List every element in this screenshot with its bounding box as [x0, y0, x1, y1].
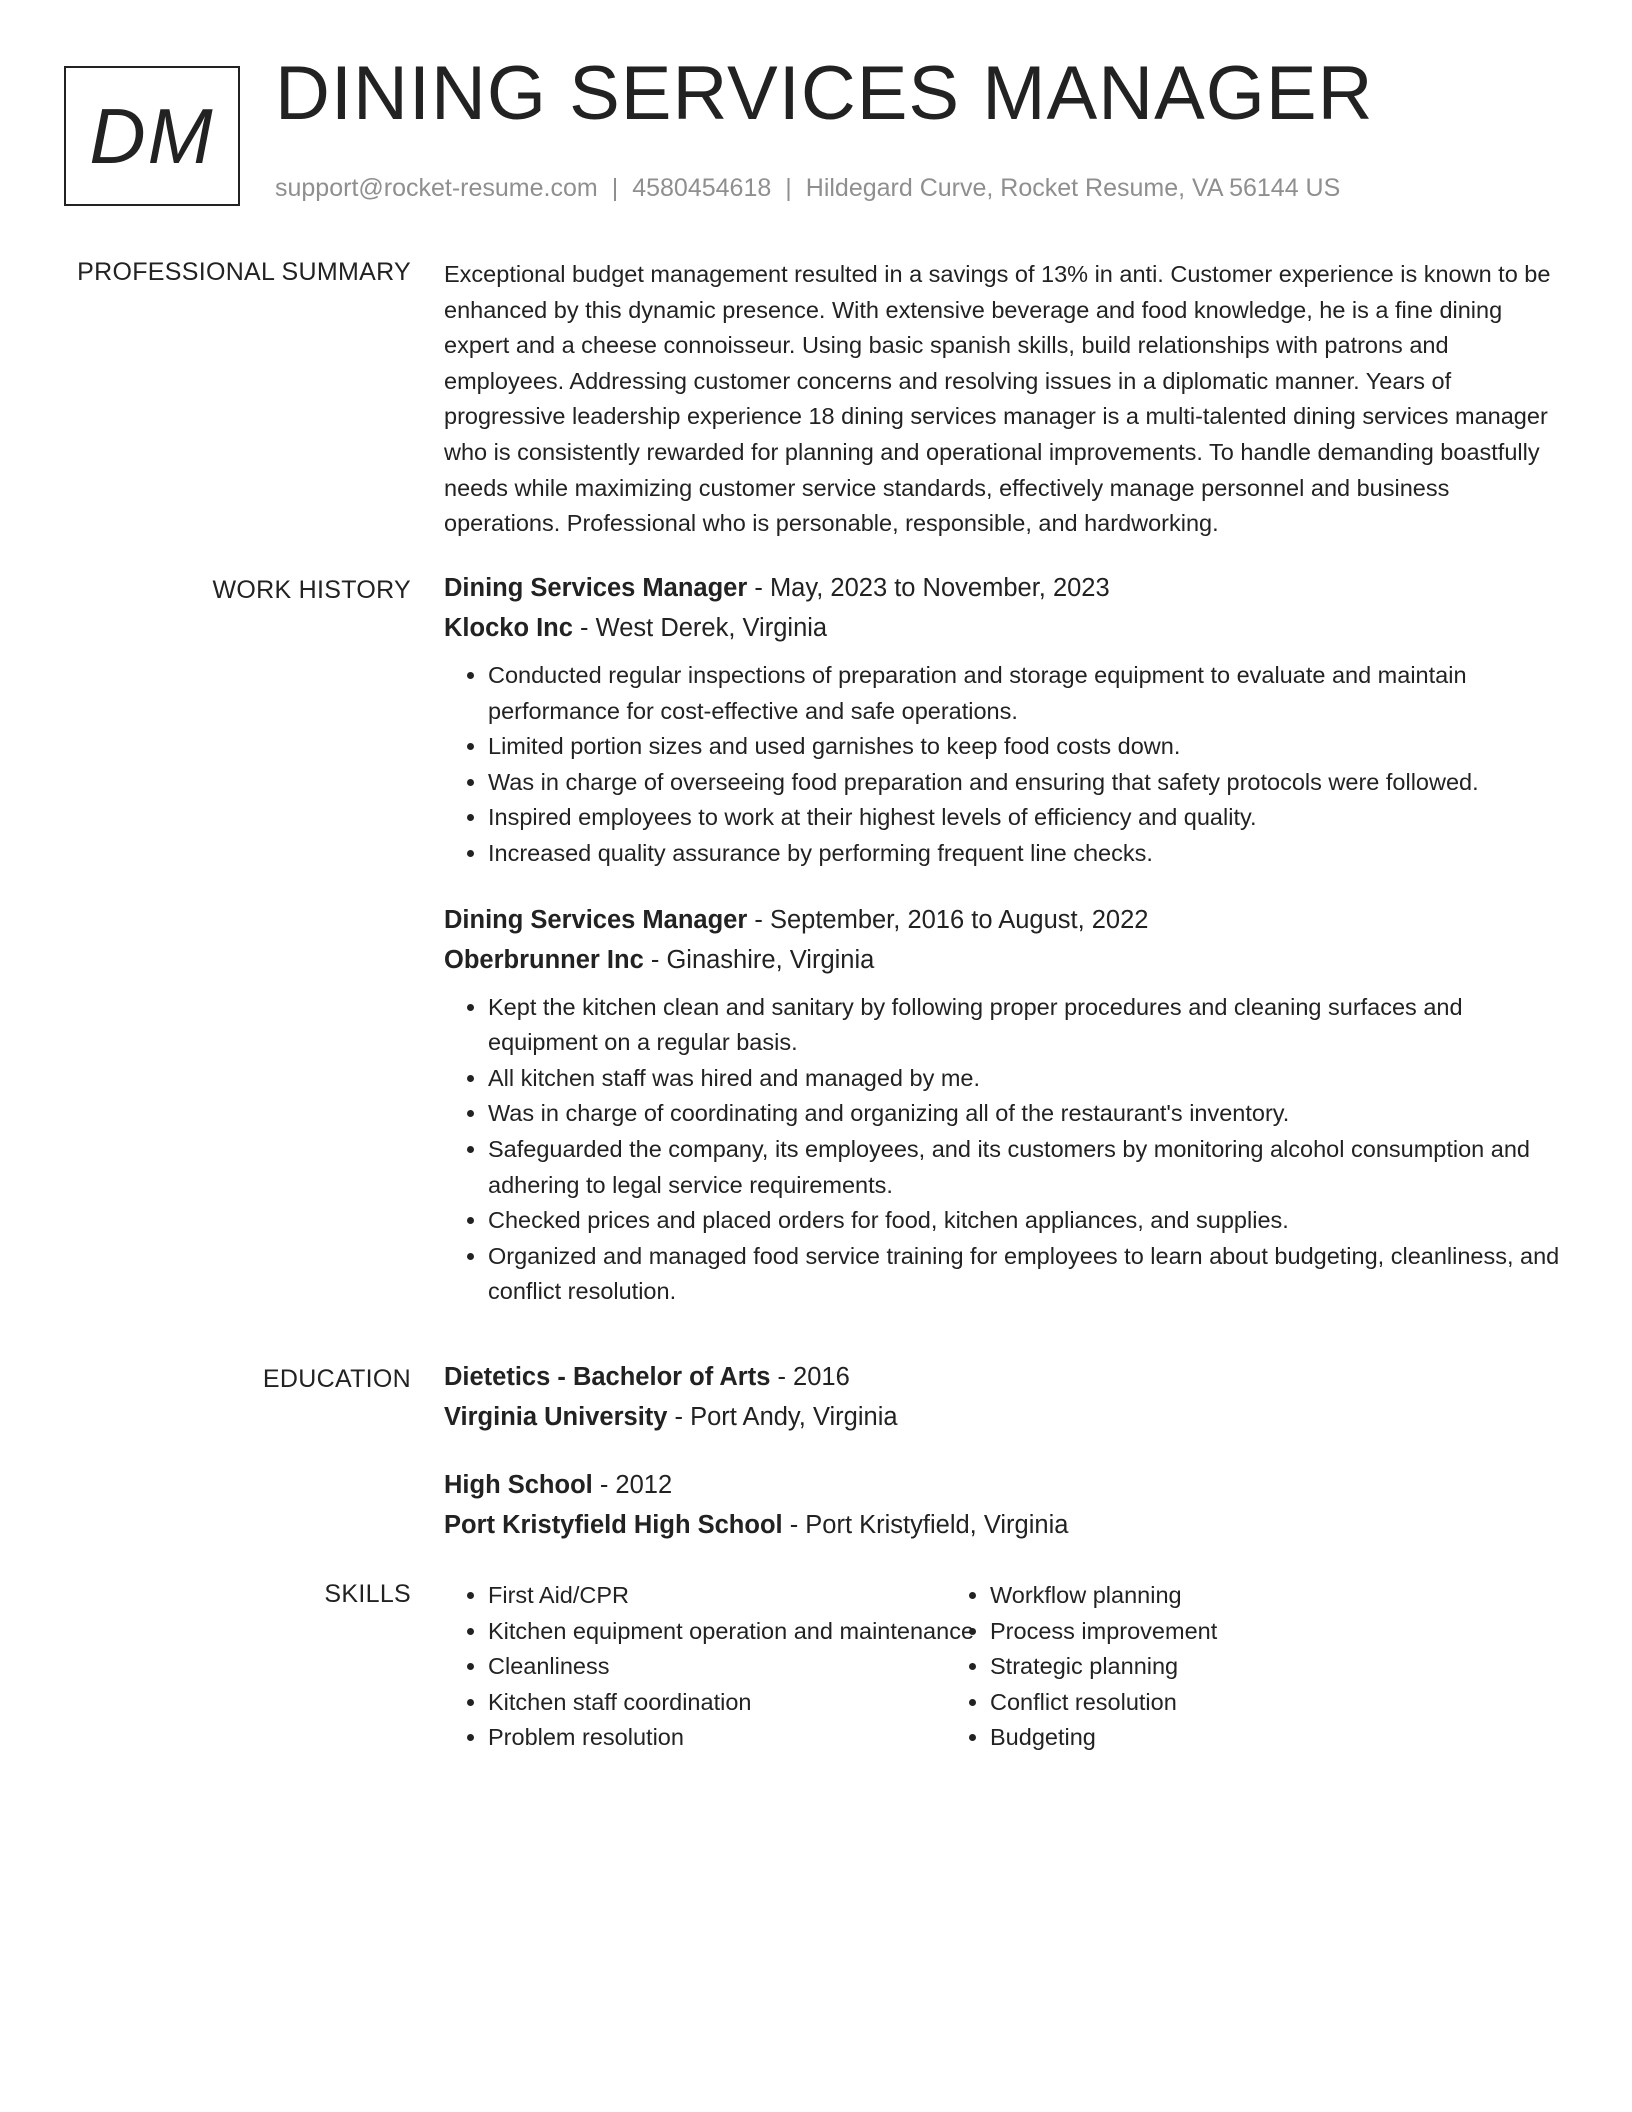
school-location: - Port Andy, Virginia	[667, 1403, 898, 1431]
school-line	[444, 1505, 1560, 1545]
skills-heading: SKILLS	[324, 1580, 411, 1608]
monogram-box	[64, 66, 240, 206]
contact-separator: |	[611, 174, 619, 202]
degree-name: High School	[444, 1471, 593, 1499]
contact-phone: 4580454618	[632, 174, 772, 202]
job-dates: - May, 2023 to November, 2023	[747, 574, 1110, 602]
monogram-initials: DM	[89, 91, 215, 180]
job-location: - West Derek, Virginia	[572, 614, 828, 642]
job-bullet: • Organized and managed food service training for employees to learn about budgeting, cleanliness, and conflict resolution.	[488, 1239, 1560, 1310]
education-entry	[444, 1357, 1560, 1437]
skill-item: • Process improvement	[990, 1614, 1448, 1650]
skill-item: • Strategic planning	[990, 1649, 1448, 1685]
skills-column-right	[946, 1578, 1448, 1756]
job-company-line	[444, 608, 1560, 648]
contact-line	[275, 174, 1340, 203]
skills-column-left	[444, 1578, 975, 1756]
job-bullet: • Was in charge of overseeing food preparation and ensuring that safety protocols were followed.	[488, 765, 1560, 801]
job-bullet: • Limited portion sizes and used garnishes to keep food costs down.	[488, 729, 1560, 765]
degree-year: - 2012	[592, 1471, 673, 1499]
contact-address: Hildegard Curve, Rocket Resume, VA 56144 US	[805, 174, 1341, 202]
job-entry	[444, 900, 1560, 1310]
skill-item: • Conflict resolution	[990, 1685, 1448, 1721]
skills-grid	[444, 1578, 1560, 1756]
skill-item: • Problem resolution	[488, 1720, 946, 1756]
skill-item: • First Aid/CPR	[488, 1578, 946, 1614]
skill-item: • Budgeting	[990, 1720, 1448, 1756]
work-history-heading: WORK HISTORY	[212, 576, 411, 604]
degree-line	[444, 1357, 1560, 1397]
skill-item: • Workflow planning	[990, 1578, 1448, 1614]
degree-year: - 2016	[770, 1363, 850, 1391]
job-bullet: • All kitchen staff was hired and managed by me.	[488, 1061, 1560, 1097]
job-entry	[444, 568, 1560, 872]
job-bullet: • Checked prices and placed orders for food, kitchen appliances, and supplies.	[488, 1203, 1560, 1239]
summary-text: Exceptional budget management resulted in a savings of 13% in anti. Customer experience is known to be enhanced by this dynamic presence. With extensive beverage and food knowledge, he is a fine dining expert and a cheese connoisseur. Using basic spanish skills, build relationships with patrons and employees. Addressing customer concerns and resolving issues in a diplomatic manner. Years of progressive leadership experience 18 dining services manager is a multi-talented dining services manager who is consistently rewarded for planning and operational improvements. To handle demanding boastfully needs while maximizing customer service standards, effectively manage personnel and business operations. Professional who is personable, responsible, and hardworking.	[444, 261, 1551, 537]
contact-email: support@rocket-resume.com	[275, 174, 598, 202]
job-bullet: • Safeguarded the company, its employees, and its customers by monitoring alcohol consumption and adhering to legal service requirements.	[488, 1132, 1560, 1203]
job-bullets	[444, 990, 1560, 1310]
job-company: Oberbrunner Inc	[444, 945, 644, 974]
school-name: Virginia University	[444, 1403, 668, 1431]
education-heading: EDUCATION	[262, 1365, 411, 1393]
job-title: Dining Services Manager	[444, 905, 748, 934]
job-bullet: • Was in charge of coordinating and organizing all of the restaurant's inventory.	[488, 1096, 1560, 1132]
skill-item: • Cleanliness	[488, 1649, 946, 1685]
job-title: Dining Services Manager	[444, 574, 748, 602]
job-location: - Ginashire, Virginia	[643, 945, 875, 974]
summary-heading: PROFESSIONAL SUMMARY	[77, 258, 411, 286]
job-company: Klocko Inc	[444, 614, 573, 642]
contact-separator: |	[785, 174, 792, 202]
degree-name: Dietetics - Bachelor of Arts	[444, 1363, 771, 1391]
job-bullet: • Inspired employees to work at their highest levels of efficiency and quality.	[488, 800, 1560, 836]
job-bullet: • Increased quality assurance by performing frequent line checks.	[488, 836, 1560, 872]
job-bullets	[444, 658, 1560, 872]
job-company-line	[444, 940, 1560, 980]
job-title-line	[444, 900, 1560, 940]
school-name: Port Kristyfield High School	[444, 1511, 783, 1539]
school-line	[444, 1397, 1560, 1437]
skill-item: • Kitchen staff coordination	[488, 1685, 946, 1721]
school-location: - Port Kristyfield, Virginia	[782, 1511, 1069, 1539]
job-dates: - September, 2016 to August, 2022	[747, 905, 1149, 934]
candidate-title: DINING SERVICES MANAGER	[275, 51, 1374, 136]
education-entry	[444, 1465, 1560, 1545]
skill-item: • Kitchen equipment operation and maintenance	[488, 1614, 946, 1650]
job-bullet: • Conducted regular inspections of preparation and storage equipment to evaluate and maintain performance for cost-effective and safe operations.	[488, 658, 1560, 729]
job-title-line	[444, 568, 1560, 608]
job-bullet: • Kept the kitchen clean and sanitary by following proper procedures and cleaning surfaces and equipment on a regular basis.	[488, 990, 1560, 1061]
degree-line	[444, 1465, 1560, 1505]
